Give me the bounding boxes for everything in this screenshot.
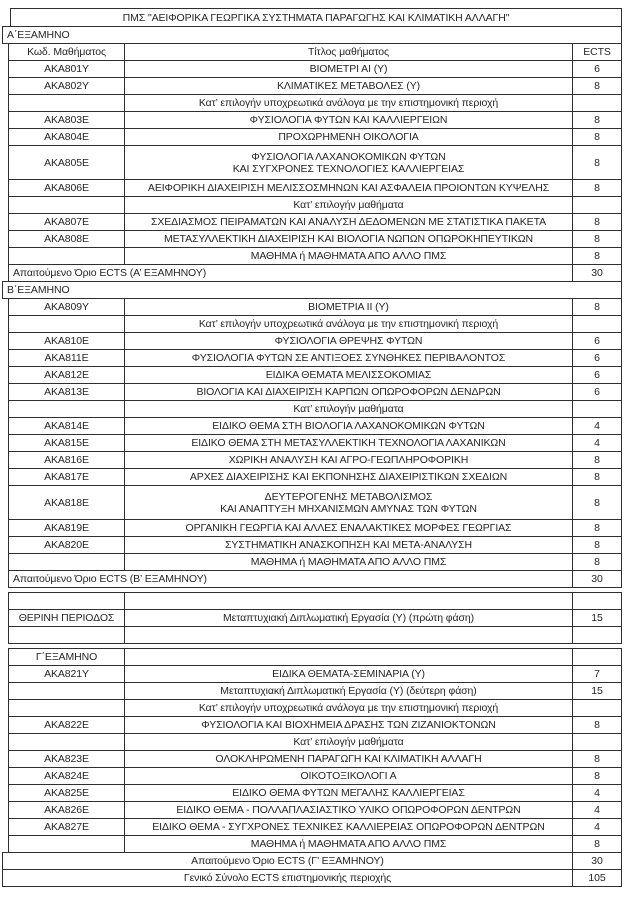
course-code-cell: ΑΚΑ811Ε: [44, 352, 89, 364]
course-row: [8, 298, 622, 316]
ects-cell: 8: [572, 78, 621, 94]
course-title-cell: ΕΙΔΙΚΑ ΘΕΜΑΤΑ ΜΕΛΙΣΣΟΚΟΜΙΑΣ: [124, 367, 572, 383]
course-title-line2: ΚΑΙ ΑΝΑΠΤΥΞΗ ΜΗΧΑΝΙΣΜΩΝ ΑΜΥΝΑΣ ΤΩΝ ΦΥΤΩΝ: [220, 502, 477, 515]
course-title-cell: ΦΥΣΙΟΛΟΓΙΑ ΘΡΕΨΗΣ ΦΥΤΩΝ: [124, 333, 572, 349]
ects-cell: 8: [572, 180, 621, 196]
ects-cell: [572, 649, 621, 665]
ects-cell: 8: [572, 469, 621, 485]
course-row: [8, 626, 622, 644]
ects-cell: 15: [572, 683, 621, 699]
course-row: [8, 609, 622, 627]
ects-cell: 6: [572, 384, 621, 400]
course-row: [8, 315, 622, 333]
course-row: [8, 94, 622, 112]
course-title-cell: ΒΙΟΜΕΤΡΙΑ ΙΙ (Υ): [124, 299, 572, 315]
ects-cell: 7: [572, 666, 621, 682]
subtotal-label: Απαιτούμενο Όριο ECTS (Γ’ ΕΞΑΜΗΝΟΥ): [191, 855, 384, 867]
course-code-cell: ΑΚΑ825Ε: [44, 787, 89, 799]
course-code-cell: ΑΚΑ826Ε: [44, 804, 89, 816]
course-code-cell: ΑΚΑ803Ε: [44, 114, 89, 126]
subtotal-label: Απαιτούμενο Όριο ECTS (Β’ ΕΞΑΜΗΝΟΥ): [13, 573, 207, 585]
semester-row: [2, 281, 622, 299]
course-title-cell: Μεταπτυχιακή Διπλωματική Εργασία (Υ) (πρώτη φάση): [124, 610, 572, 626]
course-code-cell: [9, 700, 124, 716]
course-code-cell: ΑΚΑ818Ε: [44, 496, 89, 509]
course-code-cell: [9, 593, 124, 609]
ects-cell: 8: [572, 768, 621, 784]
course-title-cell: ΟΡΓΑΝΙΚΗ ΓΕΩΡΓΙΑ ΚΑΙ ΑΛΛΕΣ ΕΝΑΛΑΚΤΙΚΕΣ ΜΟΡΦΕΣ ΓΕΩΡΓΙΑΣ: [124, 520, 572, 536]
course-code-cell: ΑΚΑ804Ε: [44, 131, 89, 143]
program-title: ΠΜΣ "ΑΕΙΦΟΡΙΚΑ ΓΕΩΡΓΙΚΑ ΣΥΣΤΗΜΑΤΑ ΠΑΡΑΓΩΓΗΣ ΚΑΙ ΚΛΙΜΑΤΙΚΗ ΑΛΛΑΓΗ": [122, 11, 510, 24]
ects-cell: 8: [572, 146, 621, 179]
course-row: [8, 60, 622, 78]
ects-cell: 8: [572, 554, 621, 570]
course-row: [8, 179, 622, 197]
course-row: [8, 434, 622, 452]
semester-label: Β΄ΕΞΑΜΗΝΟ: [7, 284, 70, 296]
ects-cell: 8: [572, 129, 621, 145]
ects-cell: [572, 197, 621, 213]
ects-cell: 8: [572, 452, 621, 468]
course-title-cell: ΕΙΔΙΚΟ ΘΕΜΑ - ΠΟΛΛΑΠΛΑΣΙΑΣΤΙΚΟ ΥΛΙΚΟ ΟΠΩΡΟΦΟΡΩΝ ΔΕΝΤΡΩΝ: [124, 802, 572, 818]
course-row: [8, 716, 622, 734]
ects-cell: 8: [572, 520, 621, 536]
course-row: [8, 553, 622, 571]
course-code-cell: [9, 248, 124, 264]
course-code-cell: [9, 95, 124, 111]
course-code-cell: ΑΚΑ806Ε: [44, 182, 89, 194]
course-row: [8, 451, 622, 469]
course-title-cell: ΑΡΧΕΣ ΔΙΑΧΕΙΡΙΣΗΣ ΚΑΙ ΕΚΠΟΝΗΣΗΣ ΔΙΑΧΕΙΡΙΣΤΙΚΩΝ ΣΧΕΔΙΩΝ: [124, 469, 572, 485]
subtotal-label: Απαιτούμενο Όριο ECTS (Α’ ΕΞΑΜΗΝΟΥ): [13, 267, 207, 279]
course-row: [8, 349, 622, 367]
course-code-cell: ΑΚΑ824Ε: [44, 770, 89, 782]
course-title-cell: ΜΑΘΗΜΑ ή ΜΑΘΗΜΑΤΑ ΑΠΟ ΑΛΛΟ ΠΜΣ: [124, 836, 572, 852]
ects-cell: 6: [572, 367, 621, 383]
course-code-cell: ΑΚΑ815Ε: [44, 437, 89, 449]
course-title-cell: Κατ’ επιλογήν υποχρεωτικά ανάλογα με την επιστημονική περιοχή: [124, 95, 572, 111]
course-code-cell: ΑΚΑ827Ε: [44, 821, 89, 833]
course-title-cell: ΜΑΘΗΜΑ ή ΜΑΘΗΜΑΤΑ ΑΠΟ ΑΛΛΟ ΠΜΣ: [124, 248, 572, 264]
ects-cell: [572, 316, 621, 332]
course-row: [8, 801, 622, 819]
course-code-cell: ΑΚΑ802Υ: [44, 80, 89, 92]
course-row: [8, 128, 622, 146]
ects-cell: 30: [572, 853, 621, 869]
course-code-cell: ΑΚΑ812Ε: [44, 369, 89, 381]
ects-cell: [572, 627, 621, 643]
course-code-cell: ΑΚΑ808Ε: [44, 233, 89, 245]
course-title-cell: ΦΥΣΙΟΛΟΓΙΑ ΚΑΙ ΒΙΟΧΗΜΕΙΑ ΔΡΑΣΗΣ ΤΩΝ ΖΙΖΑΝΙΟΚΤΟΝΩΝ: [124, 717, 572, 733]
ects-cell: 8: [572, 248, 621, 264]
course-row: [8, 784, 622, 802]
course-row: [8, 750, 622, 768]
semester-label: Α΄ΕΞΑΜΗΝΟ: [7, 29, 70, 41]
course-title-cell: ΜΕΤΑΣΥΛΛΕΚΤΙΚΗ ΔΙΑΧΕΙΡΙΣΗ ΚΑΙ ΒΙΟΛΟΓΙΑ ΝΩΠΩΝ ΟΠΩΡΟΚΗΠΕΥΤΙΚΩΝ: [124, 231, 572, 247]
ects-cell: 4: [572, 418, 621, 434]
course-row: [8, 648, 622, 666]
course-title-cell: ΕΙΔΙΚΟ ΘΕΜΑ ΦΥΤΩΝ ΜΕΓΑΛΗΣ ΚΑΛΛΙΕΡΓΕΙΑΣ: [124, 785, 572, 801]
course-row: [8, 485, 622, 520]
ects-cell: 30: [572, 571, 621, 587]
course-row: [8, 417, 622, 435]
column-header-ects: ECTS: [572, 44, 621, 60]
course-title-cell: ΦΥΣΙΟΛΟΓΙΑ ΦΥΤΩΝ ΚΑΙ ΚΑΛΛΙΕΡΓΕΙΩΝ: [124, 112, 572, 128]
course-title-line1: ΦΥΣΙΟΛΟΓΙΑ ΛΑΧΑΝΟΚΟΜΙΚΩΝ ΦΥΤΩΝ: [251, 150, 446, 163]
course-title-cell: ΕΙΔΙΚΑ ΘΕΜΑΤΑ-ΣΕΜΙΝΑΡΙΑ (Υ): [124, 666, 572, 682]
course-title-cell: Κατ’ επιλογήν μαθήματα: [124, 401, 572, 417]
course-row: [8, 77, 622, 95]
course-row: [8, 818, 622, 836]
ects-cell: 30: [572, 265, 621, 281]
course-row: [8, 196, 622, 214]
course-title-cell: Κατ’ επιλογήν μαθήματα: [124, 197, 572, 213]
ects-cell: 4: [572, 435, 621, 451]
course-title-cell: ΟΛΟΚΛΗΡΩΜΕΝΗ ΠΑΡΑΓΩΓΗ ΚΑΙ ΚΛΙΜΑΤΙΚΗ ΑΛΛΑΓΗ: [124, 751, 572, 767]
course-code-cell: ΑΚΑ822Ε: [44, 719, 89, 731]
ects-cell: 4: [572, 819, 621, 835]
semester-row: [2, 26, 622, 44]
ects-cell: [572, 700, 621, 716]
course-code-cell: ΑΚΑ801Υ: [44, 63, 89, 75]
ects-cell: 8: [572, 112, 621, 128]
course-row: [8, 733, 622, 751]
course-title-cell: [124, 649, 572, 665]
ects-cell: 8: [572, 751, 621, 767]
ects-cell: [572, 734, 621, 750]
ects-cell: [572, 593, 621, 609]
course-title-line2: ΚΑΙ ΣΥΓΧΡΟΝΕΣ ΤΕΧΝΟΛΟΓΙΕΣ ΚΑΛΛΙΕΡΓΕΙΑΣ: [232, 162, 465, 175]
course-code-cell: Γ΄ΕΞΑΜΗΝΟ: [35, 651, 98, 663]
ects-cell: 6: [572, 61, 621, 77]
course-row: [8, 592, 622, 610]
column-header-code: Κωδ. Μαθήματος: [27, 46, 106, 58]
course-title-line1: ΔΕΥΤΕΡΟΓΕΝΗΣ ΜΕΤΑΒΟΛΙΣΜΟΣ: [264, 490, 433, 503]
course-title-cell: ΚΛΙΜΑΤΙΚΕΣ ΜΕΤΑΒΟΛΕΣ (Υ): [124, 78, 572, 94]
course-row: [8, 213, 622, 231]
course-title-cell: Κατ’ επιλογήν μαθήματα: [124, 734, 572, 750]
ects-cell: 15: [572, 610, 621, 626]
course-title-cell: [124, 146, 572, 179]
course-row: [8, 699, 622, 717]
course-title-cell: ΧΩΡΙΚΗ ΑΝΑΛΥΣΗ ΚΑΙ ΑΓΡΟ-ΓΕΩΠΛΗΡΟΦΟΡΙΚΗ: [124, 452, 572, 468]
course-title-cell: ΕΙΔΙΚΟ ΘΕΜΑ ΣΤΗ ΒΙΟΛΟΓΙΑ ΛΑΧΑΝΟΚΟΜΙΚΩΝ ΦΥΤΩΝ: [124, 418, 572, 434]
table-body: [8, 26, 622, 887]
course-code-cell: ΑΚΑ807Ε: [44, 216, 89, 228]
course-code-cell: ΑΚΑ816Ε: [44, 454, 89, 466]
course-title-cell: ΣΧΕΔΙΑΣΜΟΣ ΠΕΙΡΑΜΑΤΩΝ ΚΑΙ ΑΝΑΛΥΣΗ ΔΕΔΟΜΕΝΩΝ ΜΕ ΣΤΑΤΙΣΤΙΚΑ ΠΑΚΕΤΑ: [124, 214, 572, 230]
course-code-cell: ΑΚΑ814Ε: [44, 420, 89, 432]
course-title-cell: [124, 627, 572, 643]
course-code-cell: [9, 401, 124, 417]
course-code-cell: ΑΚΑ813Ε: [44, 386, 89, 398]
course-row: [8, 230, 622, 248]
subtotal-label: Γενικό Σύνολο ECTS επιστημονικής περιοχής: [183, 872, 392, 884]
course-title-cell: ΜΑΘΗΜΑ ή ΜΑΘΗΜΑΤΑ ΑΠΟ ΑΛΛΟ ΠΜΣ: [124, 554, 572, 570]
course-code-cell: ΘΕΡΙΝΗ ΠΕΡΙΟΔΟΣ: [18, 612, 115, 624]
course-code-cell: ΑΚΑ820Ε: [44, 539, 89, 551]
course-title-cell: ΕΙΔΙΚΟ ΘΕΜΑ ΣΤΗ ΜΕΤΑΣΥΛΛΕΚΤΙΚΗ ΤΕΧΝΟΛΟΓΙΑ ΛΑΧΑΝΙΚΩΝ: [124, 435, 572, 451]
ects-cell: 6: [572, 333, 621, 349]
course-title-cell: ΕΙΔΙΚΟ ΘΕΜΑ - ΣΥΓΧΡΟΝΕΣ ΤΕΧΝΙΚΕΣ ΚΑΛΛΙΕΡΕΙΑΣ ΟΠΩΡΟΦΟΡΩΝ ΔΕΝΤΡΩΝ: [124, 819, 572, 835]
course-code-cell: [9, 316, 124, 332]
course-title-cell: Μεταπτυχιακή Διπλωματική Εργασία (Υ) (δεύτερη φάση): [124, 683, 572, 699]
course-code-cell: ΑΚΑ817Ε: [44, 471, 89, 483]
course-row: [8, 332, 622, 350]
ects-cell: 8: [572, 299, 621, 315]
course-title-cell: [124, 486, 572, 519]
course-code-cell: [9, 627, 124, 643]
course-title-cell: [124, 593, 572, 609]
column-header-title: Τίτλος μαθήματος: [124, 44, 572, 60]
course-row: [8, 383, 622, 401]
course-title-cell: ΑΕΙΦΟΡΙΚΗ ΔΙΑΧΕΙΡΙΣΗ ΜΕΛΙΣΣΟΣΜΗΝΩΝ ΚΑΙ ΑΣΦΑΛΕΙΑ ΠΡΟΙΟΝΤΩΝ ΚΥΨΕΛΗΣ: [124, 180, 572, 196]
course-row: [8, 111, 622, 129]
ects-cell: [572, 401, 621, 417]
subtotal-row: [8, 264, 622, 282]
ects-cell: 8: [572, 836, 621, 852]
course-code-cell: ΑΚΑ810Ε: [44, 335, 89, 347]
subtotal-row: [8, 570, 622, 588]
ects-cell: 8: [572, 231, 621, 247]
course-row: [8, 682, 622, 700]
ects-cell: 6: [572, 350, 621, 366]
ects-cell: 8: [572, 537, 621, 553]
course-code-cell: [9, 683, 124, 699]
course-title-cell: ΟΙΚΟΤΟΞΙΚΟΛΟΓΙ Α: [124, 768, 572, 784]
ects-cell: 8: [572, 486, 621, 519]
course-title-cell: ΦΥΣΙΟΛΟΓΙΑ ΦΥΤΩΝ ΣΕ ΑΝΤΙΞΟΕΣ ΣΥΝΘΗΚΕΣ ΠΕΡΙΒΑΛΟΝΤΟΣ: [124, 350, 572, 366]
course-title-cell: ΣΥΣΤΗΜΑΤΙΚΗ ΑΝΑΣΚΟΠΗΣΗ ΚΑΙ ΜΕΤΑ-ΑΝΑΛΥΣΗ: [124, 537, 572, 553]
course-code-cell: [9, 554, 124, 570]
course-code-cell: [9, 836, 124, 852]
course-code-cell: ΑΚΑ823Ε: [44, 753, 89, 765]
course-title-cell: Κατ’ επιλογήν υποχρεωτικά ανάλογα με την επιστημονική περιοχή: [124, 316, 572, 332]
course-code-cell: [9, 197, 124, 213]
course-title-cell: Κατ’ επιλογήν υποχρεωτικά ανάλογα με την επιστημονική περιοχή: [124, 700, 572, 716]
subtotal-row: [2, 852, 622, 870]
course-row: [8, 247, 622, 265]
course-row: [8, 519, 622, 537]
course-row: [8, 835, 622, 853]
course-row: [8, 366, 622, 384]
course-code-cell: ΑΚΑ805Ε: [44, 156, 89, 169]
course-title-cell: ΒΙΟΜΕΤΡΙ ΑΙ (Υ): [124, 61, 572, 77]
course-title-cell: ΒΙΟΛΟΓΙΑ ΚΑΙ ΔΙΑΧΕΙΡΙΣΗ ΚΑΡΠΩΝ ΟΠΩΡΟΦΟΡΩΝ ΔΕΝΔΡΩΝ: [124, 384, 572, 400]
subtotal-row: [2, 869, 622, 887]
ects-cell: 8: [572, 717, 621, 733]
course-code-cell: ΑΚΑ821Υ: [44, 668, 89, 680]
course-row: [8, 468, 622, 486]
ects-cell: [572, 95, 621, 111]
course-code-cell: [9, 734, 124, 750]
course-row: [8, 400, 622, 418]
ects-cell: 8: [572, 214, 621, 230]
course-code-cell: ΑΚΑ809Υ: [44, 301, 89, 313]
ects-cell: 4: [572, 785, 621, 801]
course-row: [8, 767, 622, 785]
course-row: [8, 145, 622, 180]
course-code-cell: ΑΚΑ819Ε: [44, 522, 89, 534]
table-row: [10, 8, 622, 27]
course-row: [8, 536, 622, 554]
ects-cell: 105: [572, 870, 621, 886]
ects-cell: 4: [572, 802, 621, 818]
course-title-cell: ΠΡΟΧΩΡΗΜΕΝΗ ΟΙΚΟΛΟΓΙΑ: [124, 129, 572, 145]
header-row: [8, 43, 622, 61]
course-row: [8, 665, 622, 683]
